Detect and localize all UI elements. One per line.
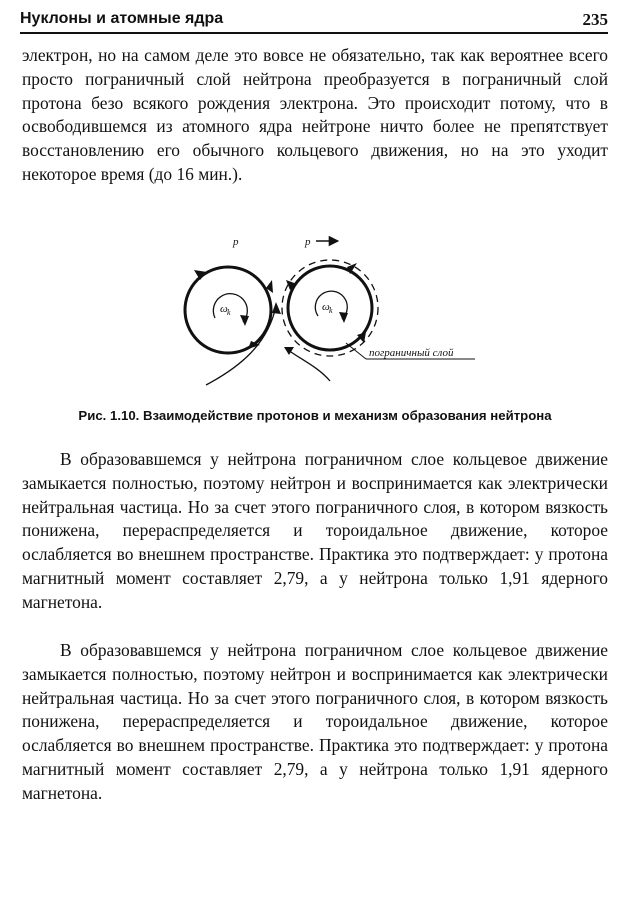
right-inner-arrowhead: [339, 312, 348, 323]
incoming-trajectory-left: [206, 306, 276, 385]
paragraph-2: В образовавшемся у нейтрона пограничном слое кольцевое движение замыкается полностью, поэтому нейтрон и воспринимается как электрически нейтральная частица. Но за счет этого пограничного слоя, в котором вязкость понижена, перераспределяется и тороидальное движение, которое ослабляется во внешнем пространстве. Практика это подтверждает: у протона магнитный момент составляет 2,79, а у нейтрона только 1,91 ядерного магнетона.: [22, 449, 608, 612]
paragraph-3: В образовавшемся у нейтрона пограничном слое кольцевое движение замыкается полностью, поэтому нейтрон и воспринимается как электрически нейтральная частица. Но за счет этого пограничного слоя, в котором вязкость понижена, перераспределяется и тороидальное движение, которое ослабляется во внешнем пространстве. Практика это подтверждает: у протона магнитный момент составляет 2,79, а у нейтрона только 1,91 ядерного магнетона.: [22, 640, 608, 803]
left-inner-arrowhead: [240, 315, 249, 326]
label-omega-right-sub: k: [329, 306, 333, 315]
figure-caption: Рис. 1.10. Взаимодействие протонов и механизм образования нейтрона: [78, 408, 552, 423]
incoming-arrowhead-left: [272, 302, 281, 314]
chapter-title: Нуклоны и атомные ядра: [20, 10, 224, 27]
label-p-left: p: [233, 236, 239, 248]
label-omega-left: ω: [220, 303, 228, 315]
page-number: 235: [582, 10, 608, 29]
figure-1-10: [170, 232, 490, 397]
figure-diagram: [170, 232, 490, 397]
running-header: [20, 8, 608, 34]
paragraph-1: электрон, но на самом деле это вовсе не обязательно, так как вероятнее всего просто пограничный слой нейтрона преобразуется в пограничный слой протона безо всякого рождения электрона. Это происходит потому, что в освободившемся из атомного ядра нейтроне ничто более не препятствует восстановлению его обычного кольцевого движения, но на это уходит некоторое время (до 16 мин.).: [22, 45, 608, 184]
label-p-right: p: [305, 236, 311, 248]
label-omega-left-sub: k: [227, 308, 231, 317]
label-omega-right: ω: [322, 301, 330, 313]
incoming-trajectory-right: [288, 350, 330, 381]
boundary-layer-label: пограничный слой: [369, 347, 454, 359]
boundary-layer-leader: [346, 343, 366, 359]
